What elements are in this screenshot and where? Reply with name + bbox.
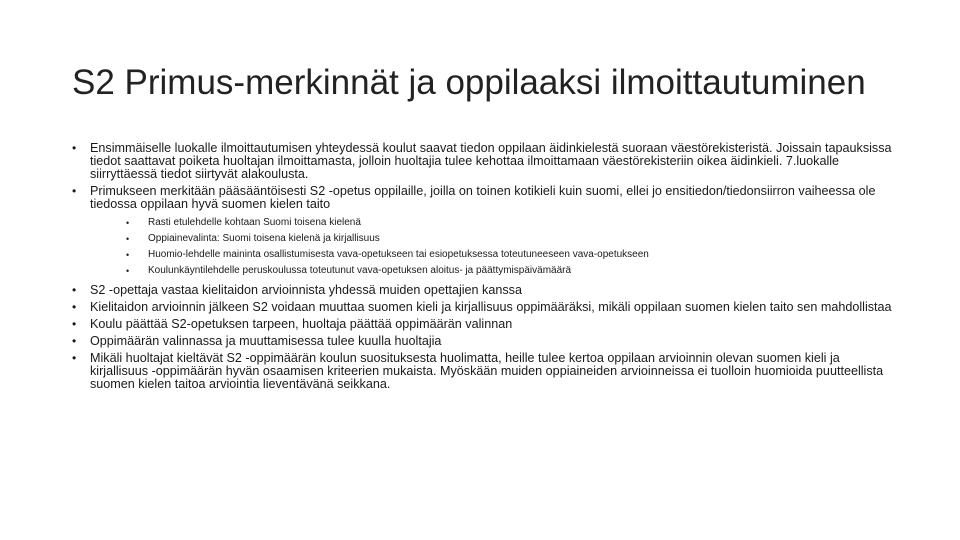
sub-bullet-list [90,217,892,277]
sub-bullet-item: • Oppiainevalinta: Suomi toisena kielenä ja kirjallisuus [90,233,892,245]
bullet-item [72,185,892,277]
bullet-list-bottom [72,284,892,391]
bullet-list-top [72,142,892,277]
bullet-item: • S2 -opettaja vastaa kielitaidon arvioinnista yhdessä muiden opettajien kanssa [72,284,892,297]
bullet-item: • Ensimmäiselle luokalle ilmoittautumisen yhteydessä koulut saavat tiedon oppilaan äidinkielestä suoraan väestörekisteristä. Joissain tapauksissa tiedot saattavat poiketa huoltajan ilmoittamasta, jolloin huoltajia tulee kehottaa ilmoittamaan väestörekisteriin oikea äidinkieli. 7.luokalle siirryttäessä tiedot siirtyvät alakoulusta. [72,142,892,181]
slide-title: S2 Primus-merkinnät ja oppilaaksi ilmoittautuminen [72,63,866,103]
bullet-text: Primukseen merkitään pääsääntöisesti S2 -opetus oppilaille, joilla on toinen kotikieli kuin suomi, ellei jo ensitiedon/tiedonsiirron vaiheessa ole tiedossa oppilaan hyvä suomen kielen taito [90,184,876,211]
bullet-item: • Kielitaidon arvioinnin jälkeen S2 voidaan muuttaa suomen kieli ja kirjallisuus oppimääräksi, mikäli oppilaan suomen kielen taito sen mahdollistaa [72,301,892,314]
slide-content [72,142,892,395]
bullet-item: • Oppimäärän valinnassa ja muuttamisessa tulee kuulla huoltajia [72,335,892,348]
bullet-item: • Koulu päättää S2-opetuksen tarpeen, huoltaja päättää oppimäärän valinnan [72,318,892,331]
sub-bullet-item: • Koulunkäyntilehdelle peruskoulussa toteutunut vava-opetuksen aloitus- ja päättymispäivämäärä [90,265,892,277]
sub-bullet-item: • Rasti etulehdelle kohtaan Suomi toisena kielenä [90,217,892,229]
sub-bullet-item: • Huomio-lehdelle maininta osallistumisesta vava-opetukseen tai esiopetuksessa toteutuneeseen vava-opetukseen [90,249,892,261]
bullet-item: • Mikäli huoltajat kieltävät S2 -oppimäärän koulun suosituksesta huolimatta, heille tulee kertoa oppilaan arvioinnin olevan suomen kieli ja kirjallisuus -oppimäärän hyvän osaamisen kriteerien mukaista. Myöskään muiden oppiaineiden arvioinneissa ei tuolloin huomioida puutteellista suomen kielen taitoa arviointia lieventävänä seikkana. [72,352,892,391]
